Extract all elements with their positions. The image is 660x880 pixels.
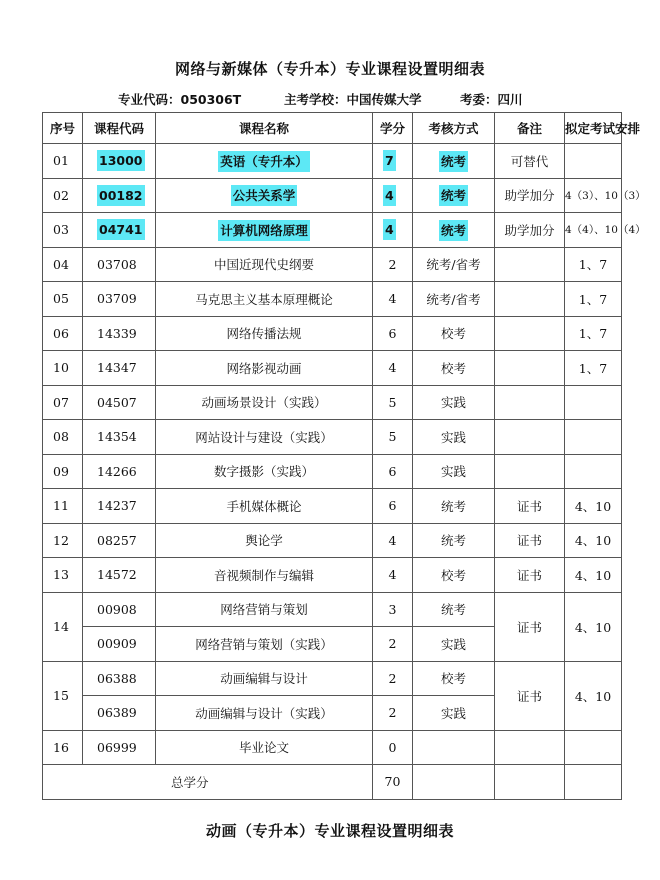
cell-credit: 4 bbox=[373, 523, 413, 558]
header-credit: 学分 bbox=[373, 113, 413, 144]
cell-no: 11 bbox=[43, 489, 83, 524]
cell-note: 证书 bbox=[495, 489, 565, 524]
cell-no: 04 bbox=[43, 247, 83, 282]
cell-no: 07 bbox=[43, 385, 83, 420]
cell-note: 助学加分 bbox=[495, 178, 565, 213]
cell-credit: 2 bbox=[373, 661, 413, 696]
cell-name: 网络影视动画 bbox=[156, 351, 373, 386]
cell-method: 校考 bbox=[413, 316, 495, 351]
cell-credit: 0 bbox=[373, 730, 413, 765]
cell-empty bbox=[495, 765, 565, 800]
cell-note bbox=[495, 247, 565, 282]
cell-name: 动画编辑与设计 bbox=[156, 661, 373, 696]
cell-name: 网络营销与策划（实践） bbox=[156, 627, 373, 662]
cell-name: 舆论学 bbox=[156, 523, 373, 558]
cell-credit: 6 bbox=[373, 489, 413, 524]
cell-credit: 4 bbox=[373, 282, 413, 317]
table-row bbox=[43, 385, 622, 420]
table-row bbox=[43, 523, 622, 558]
cell-no: 10 bbox=[43, 351, 83, 386]
cell-credit bbox=[373, 213, 413, 248]
cell-credit: 2 bbox=[373, 696, 413, 731]
cell-code: 14266 bbox=[83, 454, 156, 489]
cell-schedule: 4、10 bbox=[565, 592, 622, 661]
table-row bbox=[43, 489, 622, 524]
cell-schedule: 4、10 bbox=[565, 558, 622, 593]
cell-no: 05 bbox=[43, 282, 83, 317]
cell-no: 02 bbox=[43, 178, 83, 213]
cell-name: 毕业论文 bbox=[156, 730, 373, 765]
cell-name: 数字摄影（实践） bbox=[156, 454, 373, 489]
page-title: 网络与新媒体（专升本）专业课程设置明细表 bbox=[174, 60, 485, 78]
cell-schedule bbox=[565, 420, 622, 455]
cell-note bbox=[495, 282, 565, 317]
table-row bbox=[43, 661, 622, 696]
cell-code: 03709 bbox=[83, 282, 156, 317]
cell-name: 动画场景设计（实践） bbox=[156, 385, 373, 420]
table-row bbox=[43, 247, 622, 282]
cell-method: 统考 bbox=[413, 523, 495, 558]
cell-code: 14347 bbox=[83, 351, 156, 386]
cell-code: 14572 bbox=[83, 558, 156, 593]
cell-code: 06389 bbox=[83, 696, 156, 731]
cell-note bbox=[495, 454, 565, 489]
cell-code: 00909 bbox=[83, 627, 156, 662]
cell-no: 15 bbox=[43, 661, 83, 730]
cell-note bbox=[495, 420, 565, 455]
cell-name bbox=[156, 178, 373, 213]
cell-code bbox=[83, 213, 156, 248]
cell-schedule bbox=[565, 730, 622, 765]
cell-code: 03708 bbox=[83, 247, 156, 282]
cell-no: 01 bbox=[43, 144, 83, 179]
major-code: 专业代码：050306T bbox=[118, 92, 242, 107]
cell-name: 动画编辑与设计（实践） bbox=[156, 696, 373, 731]
cell-credit: 6 bbox=[373, 316, 413, 351]
highlight-method: 统考 bbox=[439, 220, 468, 241]
cell-method: 统考/省考 bbox=[413, 247, 495, 282]
header-method: 考核方式 bbox=[413, 113, 495, 144]
table-header-row bbox=[43, 113, 622, 144]
highlight-code: 04741 bbox=[97, 219, 145, 240]
cell-name: 音视频制作与编辑 bbox=[156, 558, 373, 593]
cell-credit: 5 bbox=[373, 385, 413, 420]
cell-schedule: 1、7 bbox=[565, 282, 622, 317]
cell-method: 实践 bbox=[413, 385, 495, 420]
cell-note: 证书 bbox=[495, 558, 565, 593]
course-table bbox=[42, 112, 646, 800]
highlight-credit: 4 bbox=[383, 219, 396, 240]
cell-credit: 3 bbox=[373, 592, 413, 627]
cell-code: 06388 bbox=[83, 661, 156, 696]
cell-method: 实践 bbox=[413, 627, 495, 662]
cell-method: 校考 bbox=[413, 558, 495, 593]
cell-schedule: 4（3）、10（3） bbox=[565, 178, 622, 213]
cell-note: 证书 bbox=[495, 523, 565, 558]
cell-code: 08257 bbox=[83, 523, 156, 558]
cell-note: 可替代 bbox=[495, 144, 565, 179]
cell-schedule: 4（4）、10（4） bbox=[565, 213, 622, 248]
cell-no: 14 bbox=[43, 592, 83, 661]
table-row bbox=[43, 144, 622, 179]
cell-name: 网络传播法规 bbox=[156, 316, 373, 351]
header-no: 序号 bbox=[43, 113, 83, 144]
cell-credit: 4 bbox=[373, 351, 413, 386]
cell-code: 06999 bbox=[83, 730, 156, 765]
cell-note: 助学加分 bbox=[495, 213, 565, 248]
cell-name: 马克思主义基本原理概论 bbox=[156, 282, 373, 317]
total-label: 总学分 bbox=[43, 765, 373, 800]
cell-method bbox=[413, 730, 495, 765]
cell-credit: 6 bbox=[373, 454, 413, 489]
cell-note bbox=[495, 385, 565, 420]
cell-method: 统考/省考 bbox=[413, 282, 495, 317]
highlight-name: 计算机网络原理 bbox=[218, 220, 310, 241]
cell-credit: 2 bbox=[373, 627, 413, 662]
total-credit: 70 bbox=[373, 765, 413, 800]
cell-credit: 5 bbox=[373, 420, 413, 455]
cell-name: 网络营销与策划 bbox=[156, 592, 373, 627]
cell-credit: 2 bbox=[373, 247, 413, 282]
cell-name bbox=[156, 144, 373, 179]
table-row bbox=[43, 316, 622, 351]
cell-note bbox=[495, 316, 565, 351]
header-code: 课程代码 bbox=[83, 113, 156, 144]
exam-committee: 考委：四川 bbox=[460, 92, 523, 107]
table-row bbox=[43, 454, 622, 489]
table-row bbox=[43, 351, 622, 386]
table-row bbox=[43, 730, 622, 765]
cell-method: 实践 bbox=[413, 696, 495, 731]
cell-no: 09 bbox=[43, 454, 83, 489]
table-row bbox=[43, 558, 622, 593]
highlight-name: 公共关系学 bbox=[231, 185, 298, 206]
cell-no: 13 bbox=[43, 558, 83, 593]
highlight-code: 00182 bbox=[97, 185, 145, 206]
cell-method: 统考 bbox=[413, 592, 495, 627]
cell-schedule: 4、10 bbox=[565, 523, 622, 558]
cell-schedule: 4、10 bbox=[565, 489, 622, 524]
cell-code: 14237 bbox=[83, 489, 156, 524]
cell-credit bbox=[373, 144, 413, 179]
cell-schedule: 1、7 bbox=[565, 316, 622, 351]
cell-method bbox=[413, 213, 495, 248]
cell-method bbox=[413, 144, 495, 179]
cell-code bbox=[83, 178, 156, 213]
highlight-method: 统考 bbox=[439, 185, 468, 206]
cell-no: 08 bbox=[43, 420, 83, 455]
cell-code: 14354 bbox=[83, 420, 156, 455]
table-row bbox=[43, 178, 622, 213]
cell-schedule: 1、7 bbox=[565, 247, 622, 282]
header-note: 备注 bbox=[495, 113, 565, 144]
cell-name bbox=[156, 213, 373, 248]
cell-code bbox=[83, 144, 156, 179]
cell-method: 实践 bbox=[413, 420, 495, 455]
exam-school: 主考学校：中国传媒大学 bbox=[284, 92, 422, 107]
highlight-method: 统考 bbox=[439, 151, 468, 172]
cell-method: 校考 bbox=[413, 661, 495, 696]
cell-note: 证书 bbox=[495, 661, 565, 730]
highlight-credit: 4 bbox=[383, 185, 396, 206]
cell-empty bbox=[413, 765, 495, 800]
total-row bbox=[43, 765, 622, 800]
table-row bbox=[43, 592, 622, 627]
cell-no: 03 bbox=[43, 213, 83, 248]
highlight-credit: 7 bbox=[383, 150, 396, 171]
cell-method bbox=[413, 178, 495, 213]
table-row bbox=[43, 282, 622, 317]
header-schedule: 拟定考试安排 bbox=[565, 113, 622, 144]
highlight-name: 英语（专升本） bbox=[218, 151, 310, 172]
table-row bbox=[43, 213, 622, 248]
cell-name: 中国近现代史纲要 bbox=[156, 247, 373, 282]
cell-name: 网站设计与建设（实践） bbox=[156, 420, 373, 455]
cell-code: 14339 bbox=[83, 316, 156, 351]
cell-schedule: 1、7 bbox=[565, 351, 622, 386]
cell-schedule: 4、10 bbox=[565, 661, 622, 730]
header-name: 课程名称 bbox=[156, 113, 373, 144]
cell-method: 实践 bbox=[413, 454, 495, 489]
cell-note bbox=[495, 351, 565, 386]
cell-empty bbox=[565, 765, 622, 800]
cell-note bbox=[495, 730, 565, 765]
cell-credit: 4 bbox=[373, 558, 413, 593]
cell-no: 12 bbox=[43, 523, 83, 558]
table-row bbox=[43, 420, 622, 455]
cell-no: 06 bbox=[43, 316, 83, 351]
cell-credit bbox=[373, 178, 413, 213]
cell-method: 统考 bbox=[413, 489, 495, 524]
cell-schedule bbox=[565, 144, 622, 179]
cell-method: 校考 bbox=[413, 351, 495, 386]
highlight-code: 13000 bbox=[97, 150, 145, 171]
cell-schedule bbox=[565, 454, 622, 489]
cell-code: 04507 bbox=[83, 385, 156, 420]
cell-name: 手机媒体概论 bbox=[156, 489, 373, 524]
cell-code: 00908 bbox=[83, 592, 156, 627]
next-table-title: 动画（专升本）专业课程设置明细表 bbox=[205, 822, 454, 840]
cell-no: 16 bbox=[43, 730, 83, 765]
cell-note: 证书 bbox=[495, 592, 565, 661]
cell-schedule bbox=[565, 385, 622, 420]
